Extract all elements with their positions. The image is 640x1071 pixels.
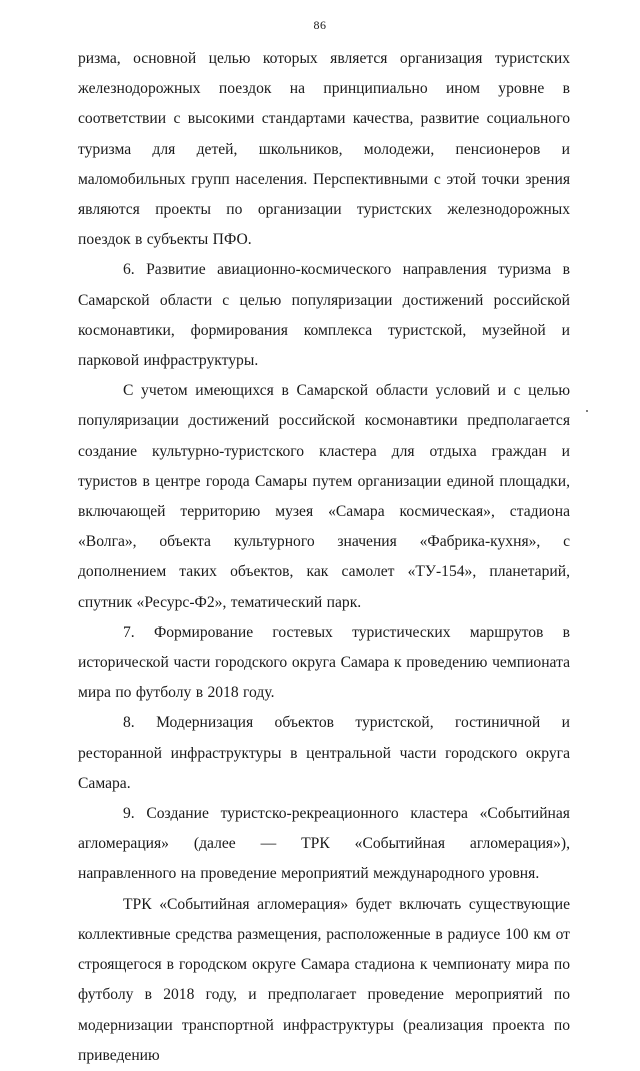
paragraph-continuation: ризма, основной целью которых является организация туристских железнодорожных поездок на принципиально ином уровне в соответствии с высокими стандартами качества, развитие социального туризма для детей, школьников, молодежи, пенсионеров и маломобильных групп населения. Перспективными с этой точки зрения являются проекты по организации туристских железнодорожных поездок в субъекты ПФО. [78, 50, 570, 249]
paragraph-item-6: 6. Развитие авиационно-космического направления туризма в Самарской области с целью популяризации достижений российской космонавтики, формирования комплекса туристской, музейной и парковой инфраструктуры. [78, 261, 570, 370]
page-number: 86 [313, 18, 327, 32]
scan-speck [586, 410, 588, 412]
paragraph-trk-description: ТРК «Событийная агломерация» будет включать существующие коллективные средства размещения, расположенные в радиусе 100 км от строящегося в городском округе Самара стадиона к чемпионату мира по футболу в 2018 году, и предполагает проведение мероприятий по модернизации транспортной инфраструктуры (реализация проекта по приведению [78, 895, 570, 1064]
paragraph-item-8: 8. Модернизация объектов туристской, гостиничной и ресторанной инфраструктуры в центральной части городского округа Самара. [78, 714, 570, 792]
paragraph-item-9: 9. Создание туристско-рекреационного кластера «Событийная агломерация» (далее — ТРК «Событийная агломерация»), направленного на проведение мероприятий международного уровня. [78, 805, 570, 883]
paragraph-item-7: 7. Формирование гостевых туристических маршрутов в исторической части городского округа Самара к проведению чемпионата мира по футболу в 2018 году. [78, 623, 570, 702]
paragraph-cosmonautics-cluster: С учетом имеющихся в Самарской области условий и с целью популяризации достижений российской космонавтики предполагается создание культурно-туристского кластера для отдыха граждан и туристов в центре города Самары путем организации единой площадки, включающей территорию музея «Самара космическая», стадиона «Волга», объекта культурного значения «Фабрика-кухня», с дополнением таких объектов, как самолет «ТУ-154», планетарий, спутник «Ресурс-Ф2», тематический парк. [78, 382, 570, 611]
body-text [78, 44, 570, 1071]
